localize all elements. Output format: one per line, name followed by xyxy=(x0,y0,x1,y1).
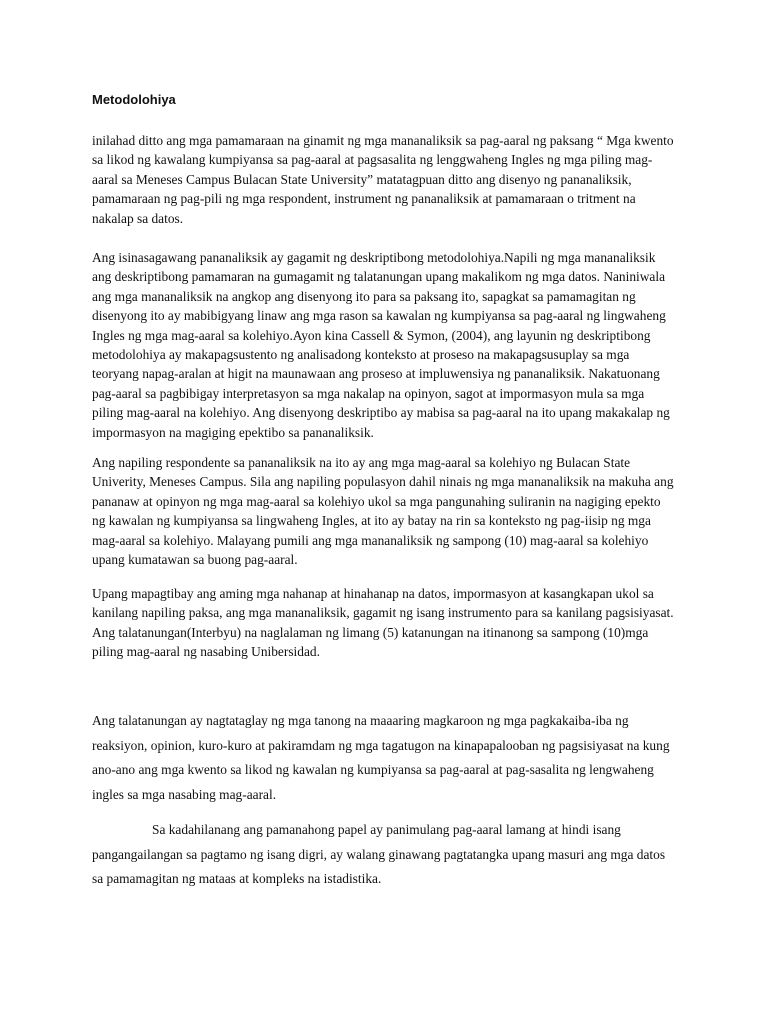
paragraph-introduction: inilahad ditto ang mga pamamaraan na ginamit ng mga mananaliksik sa pag-aaral ng paksang “ Mga kwento sa likod ng kawalang kumpiyansa sa pag-aaral at pagsasalita ng lenggwaheng Ingles ng mga piling mag-aaral sa Meneses Campus Bulacan State University” matatagpuan ditto ang disenyo ng pananaliksik, pamamaraan ng pag-pili ng mga respondent, instrument ng pananaliksik at pamamaraan o tritment na nakalap sa datos. xyxy=(92,133,674,226)
paragraph-questionnaire: Ang talatanungan ay nagtataglay ng mga tanong na maaaring magkaroon ng mga pagkakaiba-iba ng reaksiyon, opinion, kuro-kuro at pakiramdam ng mga tagatugon na kinapapalooban ng pagsisiyasat na kung ano-ano ang mga kwento sa likod ng kawalan ng kumpiyansa sa pag-aaral at pag-sasalita ng lengwaheng ingles sa mga nasabing mag-aaral. xyxy=(92,713,670,802)
paragraph-instrument: Upang mapagtibay ang aming mga nahanap at hinahanap na datos, impormasyon at kasangkapan ukol sa kanilang napiling paksa, ang mga mananaliksik, gagamit ng isang instrumento para sa kanilang pagsisiyasat. Ang talatanungan(Interbyu) na naglalaman ng limang (5) katanungan na itinanong sa sampong (10)mga piling mag-aaral ng nasabing Unibersidad. xyxy=(92,586,674,660)
paragraph-statistics xyxy=(92,818,677,892)
paragraph-statistics-text: Sa kadahilanang ang pamanahong papel ay panimulang pag-aaral lamang at hindi isang pangangailangan sa pagtamo ng isang digri, ay walang ginawang pagtatangka upang masuri ang mga datos sa pamamagitan ng mataas at kompleks na istadistika. xyxy=(92,822,666,886)
paragraph-respondents: Ang napiling respondente sa pananaliksik na ito ay ang mga mag-aaral sa kolehiyo ng Bulacan State Univerity, Meneses Campus. Sila ang napiling populasyon dahil ninais ng mga mananaliksik na makuha ang pananaw at opinyon ng mga mag-aaral sa kolehiyo ukol sa mga pangunahing suliranin na nagiging epekto ng kawalan ng kumpiyansa sa lingwaheng Ingles, at ito ay batay na rin sa konteksto ng pag-iisip ng mga mag-aaral sa kolehiyo. Malayang pumili ang mga mananaliksik ng sampong (10) mag-aaral sa kolehiyo upang kumatawan sa buong pag-aaral. xyxy=(92,455,674,568)
paragraph-research-design: Ang isinasagawang pananaliksik ay gagamit ng deskriptibong metodolohiya.Napili ng mga mananaliksik ang deskriptibong pamamaran na gumagamit ng talatanungan upang makalikom ng mga datos. Naniniwala ang mga mananaliksik na angkop ang disenyong ito para sa paksang ito, sapagkat sa pamamagitan ng disenyong ito ay mabibigyang linaw ang mga rason sa kawalan ng kumpiyansa sa pag-aaral ng lingwaheng Ingles ng mga mag-aaral sa kolehiyo.Ayon kina Cassell & Symon, (2004), ang layunin ng deskriptibong metodolohiya ay makapagsustento ng analisadong konteksto at proseso na makapagsusuplay sa mga teoryang napag-aralan at higit na maunawaan ang proseso at impluwensiya ng pananaliksik. Nakatuonang pag-aaral sa pagbibigay interpretasyon sa mga nakalap na opinyon, sagot at impormasyon mula sa mga piling mag-aaral na kolehiyo. Ang disenyong deskriptibo ay mabisa sa pag-aaral na ito upang makakalap ng impormasyon na magiging epektibo sa pananaliksik. xyxy=(92,250,670,440)
document-heading: Metodolohiya xyxy=(92,92,176,107)
